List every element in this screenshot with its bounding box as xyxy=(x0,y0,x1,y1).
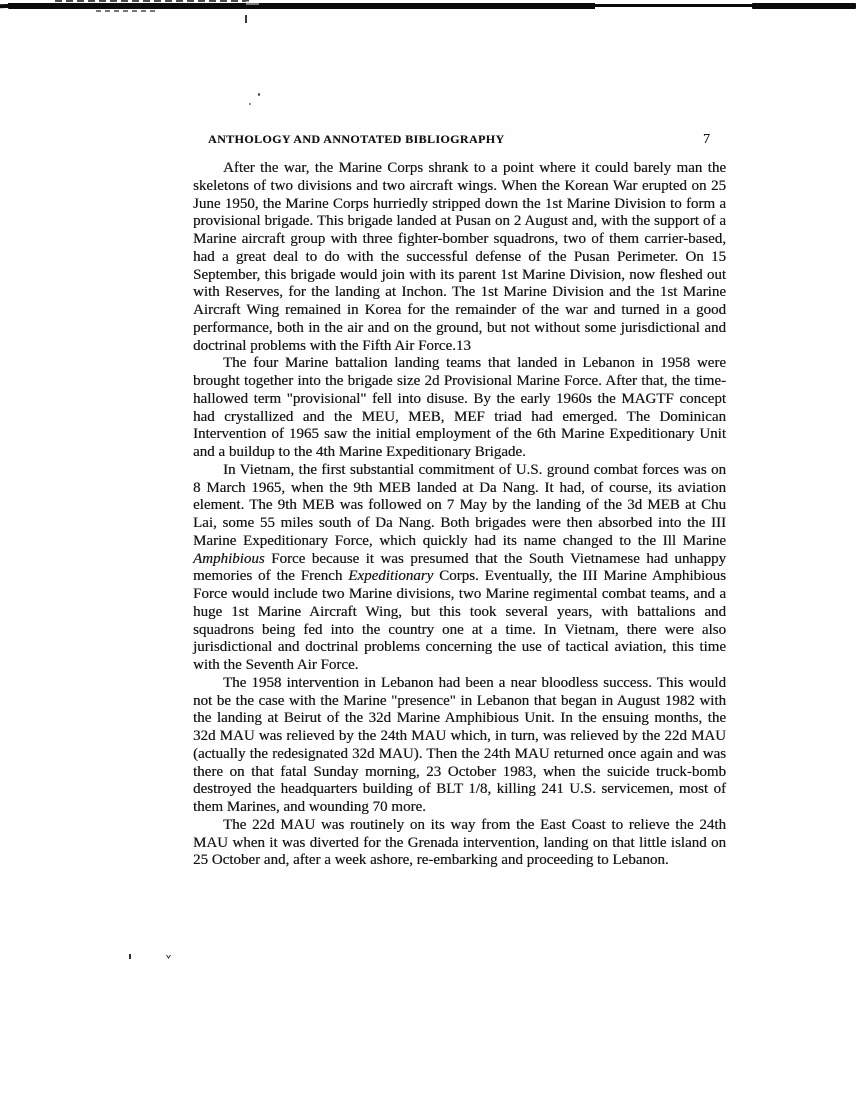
italic-text-run: Amphibious xyxy=(193,550,265,567)
text-run: After the war, the Marine Corps shrank to a point where it could barely man the skeletons of two divisions and two aircraft wings. When the Korean War erupted on 25 June 1950, the Marine Corps hurriedly stripped down the 1st Marine Division to form a provisional brigade. This brigade landed at Pusan on 2 August and, with the support of a Marine aircraft group with three fighter-bomber squadrons, two of them carrier-based, had a great deal to do with the successful defense of the Pusan Perimeter. On 15 September, this brigade would join with its parent 1st Marine Division, now fleshed out with Reserves, for the landing at Inchon. The 1st Marine Division and the 1st Marine Aircraft Wing remained in Korea for the remainder of the war and turned in a good performance, both in the air and on the ground, but not without some jurisdictional and doctrinal problems with the Fifth Air Force.13 xyxy=(193,160,726,354)
scan-speck xyxy=(249,103,251,105)
scan-speck xyxy=(129,954,131,959)
scan-speck xyxy=(166,955,171,959)
paragraph xyxy=(193,462,726,675)
scan-dash-line xyxy=(55,0,251,2)
page-content xyxy=(193,132,726,870)
body-text xyxy=(193,160,726,870)
scan-bar-segment xyxy=(428,3,595,9)
text-run: In Vietnam, the first substantial commitment of U.S. ground combat forces was on 8 March 1965, when the 9th MEB landed at Da Nang. It had, of course, its aviation element. The 9th MEB was followed on 7 May by the landing of the 3d MEB at Chu Lai, some 55 miles south of Da Nang. Both brigades were then absorbed into the III Marine Expeditionary Force, which quickly had its name changed to the Ill Marine xyxy=(193,461,726,549)
paragraph xyxy=(193,160,726,355)
running-header xyxy=(193,132,726,148)
text-run: The 1958 intervention in Lebanon had been a near bloodless success. This would not be the case with the Marine "presence" in Lebanon that began in August 1982 with the landing at Beirut of the 32d Marine Amphibious Unit. In the ensuing months, the 32d MAU was relieved by the 24th MAU which, in turn, was relieved by the 22d MAU (actually the redesignated 32d MAU). Then the 24th MAU returned once again and was there on that fatal Sunday morning, 23 October 1983, when the suicide truck-bomb destroyed the headquarters building of BLT 1/8, killing 241 U.S. servicemen, most of them Marines, and wounding 70 more. xyxy=(193,674,726,815)
scan-bar-segment xyxy=(593,4,756,7)
scan-speck xyxy=(245,15,247,23)
paragraph xyxy=(193,675,726,817)
scan-bar-segment xyxy=(752,3,856,9)
text-run: Force because it was presumed that the South Vietnamese had unhappy memories of the French xyxy=(193,550,726,585)
scan-speck xyxy=(258,93,260,96)
paragraph xyxy=(193,355,726,462)
paragraph xyxy=(193,817,726,870)
page-number: 7 xyxy=(703,132,710,147)
text-run: The four Marine battalion landing teams that landed in Lebanon in 1958 were brought together into the brigade size 2d Provisional Marine Force. After that, the time-hallowed term "provisional" fell into disuse. By the early 1960s the MAGTF concept had crystallized and the MEU, MEB, MEF triad had emerged. The Dominican Intervention of 1965 saw the initial employment of the 6th Marine Expeditionary Unit and a buildup to the 4th Marine Expeditionary Brigade. xyxy=(193,355,726,460)
scan-bar-notch xyxy=(246,1,259,5)
scan-dash-line xyxy=(96,10,158,12)
scan-bar-segment xyxy=(8,3,430,10)
header-title: ANTHOLOGY AND ANNOTATED BIBLIOGRAPHY xyxy=(208,132,505,146)
text-run: Corps. Eventually, the III Marine Amphibious Force would include two Marine divisions, two Marine regimental combat teams, and a huge 1st Marine Aircraft Wing, but this took several years, with battalions and squadrons being fed into the country one at a time. In Vietnam, there were also jurisdictional and doctrinal problems concerning the use of tactical aviation, this time with the Seventh Air Force. xyxy=(193,568,726,673)
text-run: The 22d MAU was routinely on its way from the East Coast to relieve the 24th MAU when it was diverted for the Grenada intervention, landing on that little island on 25 October and, after a week ashore, re-embarking and proceeding to Lebanon. xyxy=(193,816,726,869)
italic-text-run: Expeditionary xyxy=(348,568,434,585)
